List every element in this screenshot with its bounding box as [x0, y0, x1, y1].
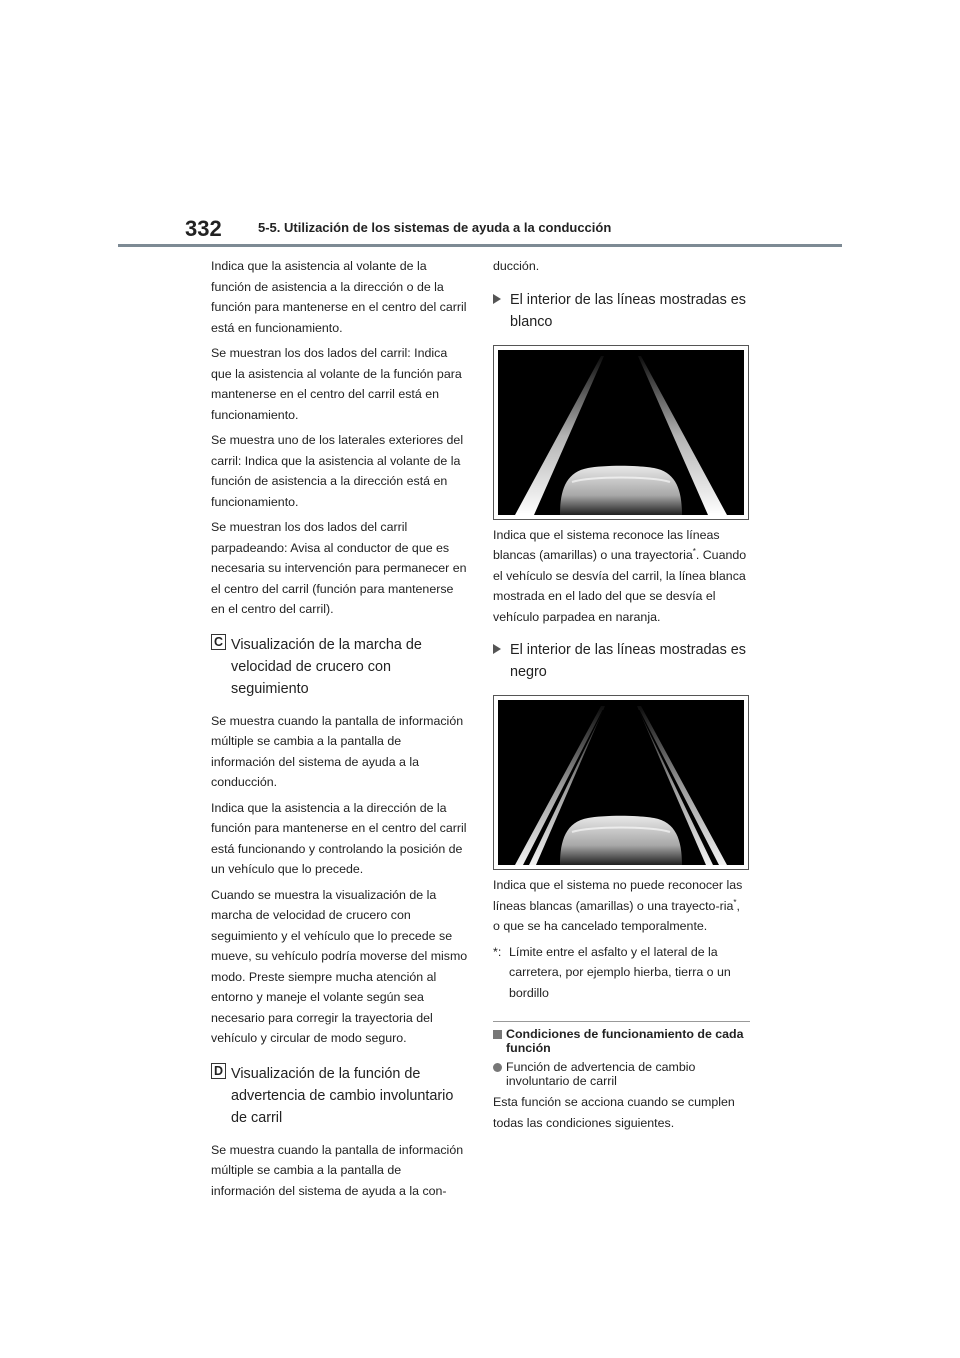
lane-display-white-image — [498, 350, 744, 515]
lane-display-white-figure — [493, 345, 749, 520]
conditions-heading: Condiciones de funcionamiento de cada función — [493, 1028, 750, 1055]
square-bullet-icon — [493, 1030, 502, 1039]
paragraph: Cuando se muestra la visualización de la marcha de velocidad de crucero con seguimiento y el vehículo que lo precede se mueve, su vehículo podría moverse del mismo modo. Preste siempre mucha atención al entorno y maneje el volante según sea necesario para corregir la trayectoria del vehículo y circular de modo seguro. — [211, 887, 468, 1045]
function-bullet: Función de advertencia de cambio involuntario de carril — [493, 1061, 750, 1088]
section-heading-d — [211, 1063, 468, 1129]
vehicle-icon — [560, 465, 682, 514]
footnote — [493, 942, 750, 1004]
paragraph: Se muestra cuando la pantalla de información múltiple se cambia a la pantalla de información del sistema de ayuda a la conducción. — [211, 713, 464, 789]
page-number: 332 — [185, 216, 222, 241]
subheading-text: El interior de las líneas mostradas es negro — [510, 642, 746, 680]
footnote-mark: *: — [493, 944, 502, 959]
triangle-bullet-icon — [493, 294, 501, 304]
paragraph: Esta función se acciona cuando se cumplen todas las condiciones siguientes. — [493, 1095, 735, 1130]
paragraph: Indica que la asistencia al volante de la función de asistencia a la dirección o de la función para mantenerse en el centro del carril está en funcionamiento. — [211, 259, 467, 335]
section-letter-d: D — [211, 1063, 226, 1079]
paragraph: ducción. — [493, 259, 540, 273]
paragraph: Se muestran los dos lados del carril: Indica que la asistencia al volante de la función para mantenerse en el centro del carril está en funcionamiento. — [211, 346, 462, 422]
lane-display-black-figure — [493, 695, 749, 870]
lane-display-black-image — [498, 700, 744, 865]
paragraph: Indica que la asistencia a la dirección de la función para mantenerse en el centro del carril está funcionando y controlando la posición de un vehículo que lo precede. — [211, 800, 467, 876]
left-column — [211, 256, 468, 1206]
circle-bullet-icon — [493, 1063, 502, 1072]
section-letter-c: C — [211, 634, 226, 650]
paragraph: Se muestra uno de los laterales exteriores del carril: Indica que la asistencia al volante de la función de asistencia a la dirección está en funcionamiento. — [211, 433, 464, 509]
figure-caption: Indica que el sistema no puede reconocer las líneas blancas (amarillas) o una trayecto-ria*, o que se ha cancelado temporalmente. — [493, 878, 743, 933]
subheading-black-lines — [493, 639, 750, 683]
subheading-white-lines — [493, 289, 750, 333]
section-heading-c — [211, 634, 468, 700]
header-divider — [118, 244, 842, 247]
vehicle-icon — [560, 816, 682, 865]
section-title-c: Visualización de la marcha de velocidad de crucero con seguimiento — [231, 636, 422, 697]
figure-caption: Indica que el sistema reconoce las líneas blancas (amarillas) o una trayectoria*. Cuando el vehículo se desvía del carril, la línea blanca mostrada en el lado del que se desvía el vehículo parpadea en naranja. — [493, 527, 747, 624]
paragraph: Se muestra cuando la pantalla de información múltiple se cambia a la pantalla de información del sistema de ayuda a la con- — [211, 1142, 464, 1198]
footnote-text: Límite entre el asfalto y el lateral de la carretera, por ejemplo hierba, tierra o un bordillo — [509, 944, 731, 1000]
divider — [493, 1021, 750, 1022]
section-title: 5-5. Utilización de los sistemas de ayuda a la conducción — [258, 220, 612, 235]
triangle-bullet-icon — [493, 644, 501, 654]
right-column — [493, 256, 750, 1138]
subheading-text: El interior de las líneas mostradas es blanco — [510, 291, 746, 330]
paragraph: Se muestran los dos lados del carril parpadeando: Avisa al conductor de que es necesaria su intervención para permanecer en el centro del carril (función para mantenerse en el centro del carril). — [211, 520, 467, 616]
section-title-d: Visualización de la función de advertencia de cambio involuntario de carril — [231, 1065, 454, 1126]
